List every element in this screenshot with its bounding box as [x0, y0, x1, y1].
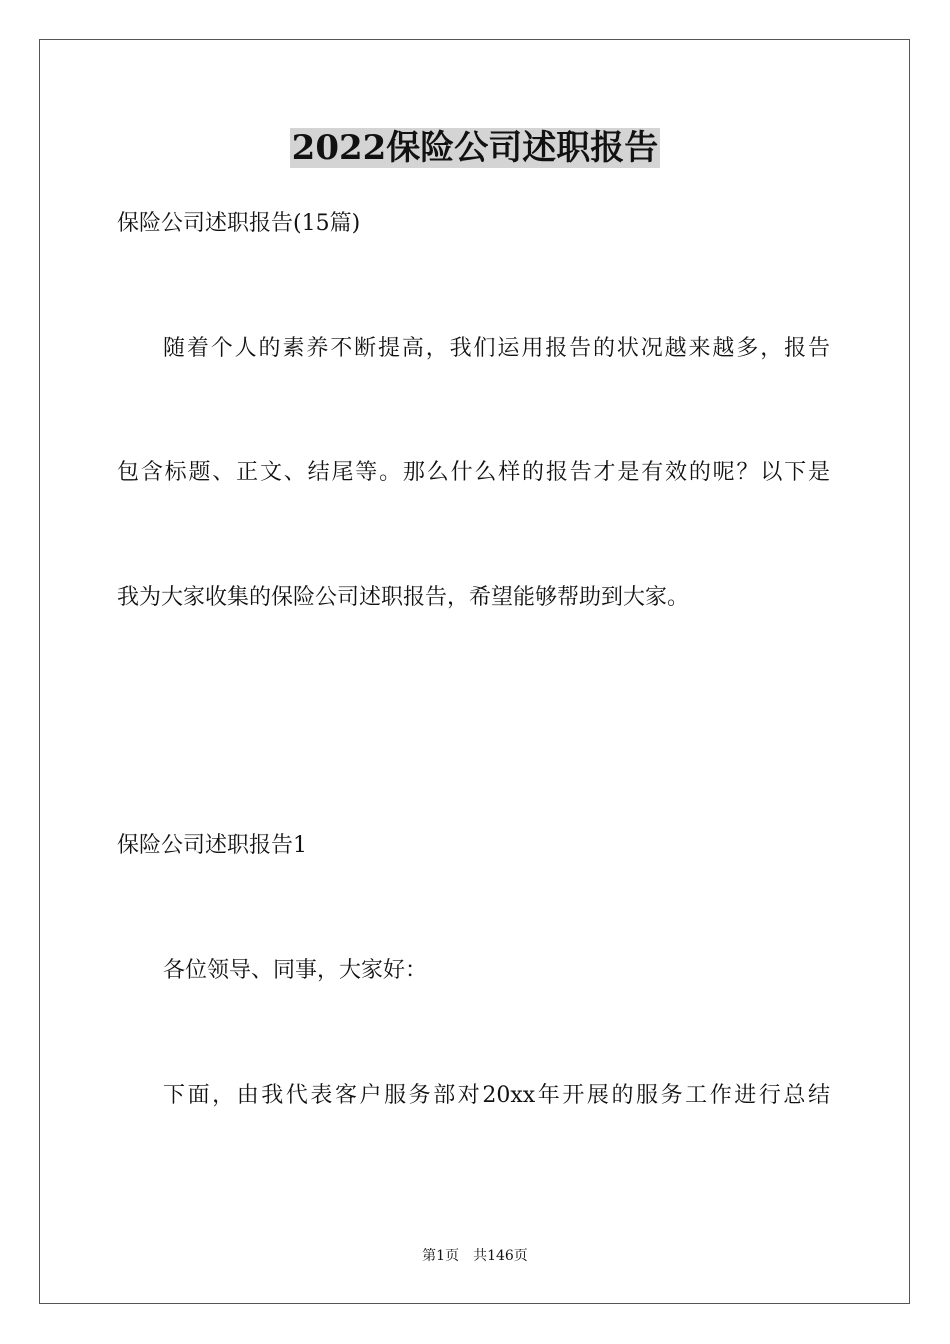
intro-paragraph-line: 随着个人的素养不断提高，我们运用报告的状况越来越多，报告 [163, 336, 830, 361]
document-subtitle: 保险公司述职报告(15篇) [117, 211, 361, 236]
page-number-footer: 第1页 共146页 [422, 1248, 528, 1264]
document-title-text: 2022保险公司述职报告 [291, 128, 659, 168]
intro-paragraph-line: 包含标题、正文、结尾等。那么什么样的报告才是有效的呢？以下是 [117, 460, 830, 485]
greeting-text: 各位领导、同事，大家好： [163, 958, 428, 983]
intro-paragraph-line: 我为大家收集的保险公司述职报告，希望能够帮助到大家。 [117, 585, 690, 610]
document-title [0, 126, 950, 170]
body-paragraph-line: 下面，由我代表客户服务部对20xx年开展的服务工作进行总结 [163, 1083, 830, 1108]
section-heading: 保险公司述职报告1 [117, 833, 307, 858]
